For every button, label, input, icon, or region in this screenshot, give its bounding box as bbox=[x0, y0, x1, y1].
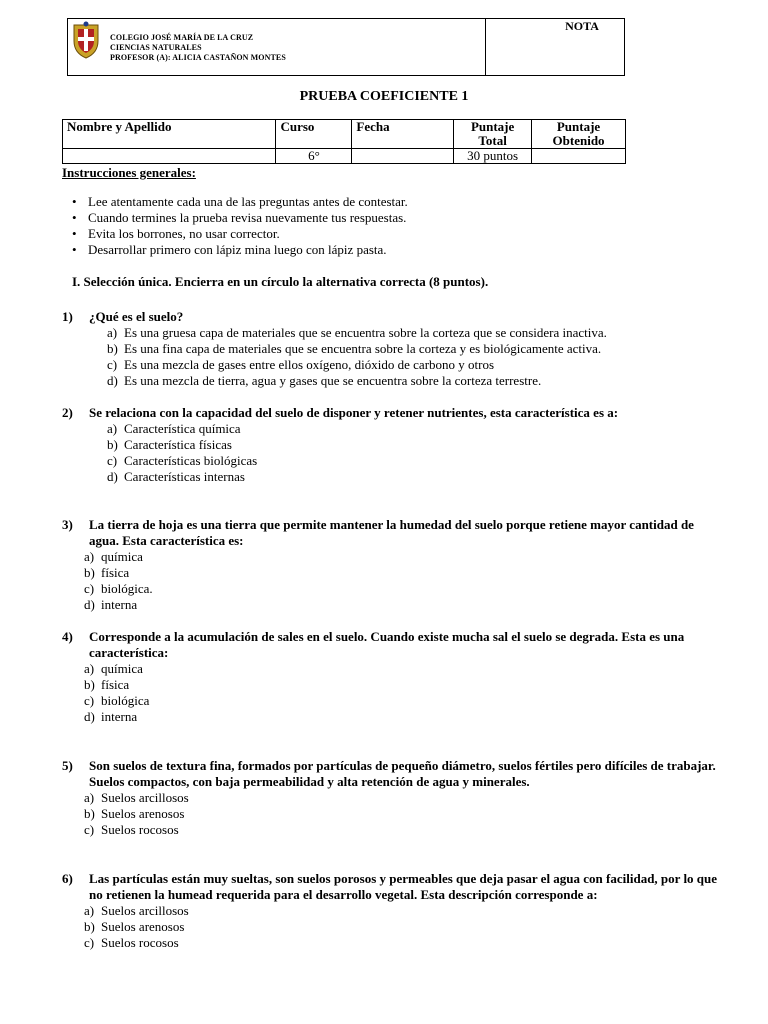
option-a[interactable] bbox=[84, 790, 722, 806]
option-text: física bbox=[101, 677, 130, 692]
option-b[interactable] bbox=[107, 437, 722, 453]
option-d[interactable] bbox=[107, 469, 722, 485]
option-text: Es una mezcla de tierra, agua y gases que se encuentra sobre la corteza terrestre. bbox=[124, 373, 542, 388]
option-b[interactable] bbox=[84, 919, 722, 935]
option-letter: c) bbox=[84, 935, 95, 950]
option-letter: d) bbox=[107, 373, 118, 388]
table-header-row bbox=[63, 120, 626, 149]
school-name: COLEGIO JOSÉ MARÍA DE LA CRUZ bbox=[110, 33, 254, 42]
option-letter: a) bbox=[107, 421, 118, 436]
option-letter: c) bbox=[107, 453, 118, 468]
header-nombre: Nombre y Apellido bbox=[63, 120, 276, 149]
option-letter: d) bbox=[84, 709, 95, 724]
option-text: Característica química bbox=[124, 421, 241, 436]
option-text: interna bbox=[101, 709, 138, 724]
option-letter: a) bbox=[84, 549, 95, 564]
question-stem: Son suelos de textura fina, formados por partículas de pequeño diámetro, suelos fértiles pero difíciles de trabajar. Suelos compactos, con baja permeabilidad y alta retención de agua y minerales. bbox=[89, 758, 716, 789]
option-letter: a) bbox=[107, 325, 118, 340]
option-letter: c) bbox=[107, 357, 118, 372]
option-letter: b) bbox=[107, 437, 118, 452]
header-fecha: Fecha bbox=[352, 120, 454, 149]
instructions-list bbox=[72, 194, 408, 258]
option-b[interactable] bbox=[107, 341, 722, 357]
option-text: Características biológicas bbox=[124, 453, 258, 468]
question-stem: La tierra de hoja es una tierra que permite mantener la humedad del suelo porque retiene mayor cantidad de agua. Esta característica es: bbox=[89, 517, 694, 548]
option-text: Es una fina capa de materiales que se encuentra sobre la corteza y es biológicamente activa. bbox=[124, 341, 602, 356]
option-letter: c) bbox=[84, 693, 95, 708]
curso-value: 6° bbox=[276, 149, 352, 164]
question-number: 5) bbox=[62, 758, 73, 773]
option-a[interactable] bbox=[84, 903, 722, 919]
option-letter: a) bbox=[84, 661, 95, 676]
option-letter: b) bbox=[107, 341, 118, 356]
question-4 bbox=[62, 629, 722, 725]
header-puntaje-total: Puntaje Total bbox=[454, 120, 532, 149]
option-letter: c) bbox=[84, 822, 95, 837]
school-crest-icon bbox=[71, 21, 101, 59]
options-list bbox=[84, 903, 722, 951]
option-letter: c) bbox=[84, 581, 95, 596]
option-letter: b) bbox=[84, 677, 95, 692]
option-b[interactable] bbox=[84, 806, 722, 822]
option-text: Suelos arenosos bbox=[101, 919, 185, 934]
option-text: Suelos arcillosos bbox=[101, 790, 189, 805]
option-text: Características internas bbox=[124, 469, 245, 484]
option-c[interactable] bbox=[84, 822, 722, 838]
options-list bbox=[107, 421, 722, 485]
nombre-field[interactable] bbox=[63, 149, 276, 164]
option-text: Es una gruesa capa de materiales que se encuentra sobre la corteza que se considera inactiva. bbox=[124, 325, 607, 340]
options-list bbox=[84, 790, 722, 838]
header-box bbox=[67, 18, 625, 76]
student-info-table bbox=[62, 119, 626, 164]
puntaje-obtenido-field[interactable] bbox=[532, 149, 626, 164]
table-value-row bbox=[63, 149, 626, 164]
question-stem: Las partículas están muy sueltas, son suelos porosos y permeables que deja pasar el agua con facilidad, por lo que no retienen la humead requerida para el desarrollo vegetal. Esta descripción corresponde a: bbox=[89, 871, 718, 902]
option-a[interactable] bbox=[107, 325, 722, 341]
option-b[interactable] bbox=[84, 565, 722, 581]
option-c[interactable] bbox=[84, 693, 722, 709]
option-text: biológica bbox=[101, 693, 150, 708]
header-divider bbox=[485, 19, 486, 75]
option-text: interna bbox=[101, 597, 138, 612]
option-text: Es una mezcla de gases entre ellos oxígeno, dióxido de carbono y otros bbox=[124, 357, 495, 372]
question-stem: Corresponde a la acumulación de sales en el suelo. Cuando existe mucha sal el suelo se degrada. Esta es una característica: bbox=[89, 629, 685, 660]
option-d[interactable] bbox=[84, 709, 722, 725]
school-info bbox=[110, 33, 286, 63]
question-number: 3) bbox=[62, 517, 73, 532]
options-list bbox=[84, 549, 722, 613]
teacher-name: PROFESOR (A): ALICIA CASTAÑON MONTES bbox=[110, 53, 286, 62]
option-letter: b) bbox=[84, 565, 95, 580]
question-number: 4) bbox=[62, 629, 73, 644]
option-c[interactable] bbox=[107, 357, 722, 373]
option-a[interactable] bbox=[84, 661, 722, 677]
question-stem: ¿Qué es el suelo? bbox=[89, 309, 184, 324]
question-2 bbox=[62, 405, 722, 485]
puntaje-total-value: 30 puntos bbox=[454, 149, 532, 164]
fecha-field[interactable] bbox=[352, 149, 454, 164]
question-5 bbox=[62, 758, 722, 838]
option-a[interactable] bbox=[107, 421, 722, 437]
option-letter: b) bbox=[84, 806, 95, 821]
option-text: química bbox=[101, 549, 143, 564]
header-curso: Curso bbox=[276, 120, 352, 149]
nota-label: NOTA bbox=[565, 19, 599, 33]
option-text: Característica físicas bbox=[124, 437, 232, 452]
option-text: Suelos rocosos bbox=[101, 822, 179, 837]
header-puntaje-obtenido: Puntaje Obtenido bbox=[532, 120, 626, 149]
instruction-item: • Evita los borrones, no usar corrector. bbox=[72, 226, 408, 242]
option-text: Suelos arcillosos bbox=[101, 903, 189, 918]
option-d[interactable] bbox=[107, 373, 722, 389]
instruction-item: • Cuando termines la prueba revisa nuevamente tus respuestas. bbox=[72, 210, 408, 226]
question-stem: Se relaciona con la capacidad del suelo de disponer y retener nutrientes, esta característica es a: bbox=[89, 405, 619, 420]
question-number: 6) bbox=[62, 871, 73, 886]
question-number: 1) bbox=[62, 309, 73, 324]
option-a[interactable] bbox=[84, 549, 722, 565]
option-text: física bbox=[101, 565, 130, 580]
options-list bbox=[107, 325, 722, 389]
options-list bbox=[84, 661, 722, 725]
question-number: 2) bbox=[62, 405, 73, 420]
option-c[interactable] bbox=[84, 581, 722, 597]
option-letter: a) bbox=[84, 790, 95, 805]
option-d[interactable] bbox=[84, 597, 722, 613]
option-text: Suelos arenosos bbox=[101, 806, 185, 821]
option-b[interactable] bbox=[84, 677, 722, 693]
instruction-item: • Desarrollar primero con lápiz mina luego con lápiz pasta. bbox=[72, 242, 408, 258]
subject-name: CIENCIAS NATURALES bbox=[110, 43, 202, 52]
option-text: biológica. bbox=[101, 581, 153, 596]
option-text: Suelos rocosos bbox=[101, 935, 179, 950]
section-heading: I. Selección única. Encierra en un círculo la alternativa correcta (8 puntos). bbox=[72, 274, 489, 289]
option-letter: d) bbox=[107, 469, 118, 484]
question-3 bbox=[62, 517, 722, 613]
page-title: PRUEBA COEFICIENTE 1 bbox=[299, 89, 469, 104]
option-c[interactable] bbox=[84, 935, 722, 951]
option-letter: a) bbox=[84, 903, 95, 918]
question-1 bbox=[62, 309, 722, 389]
option-letter: d) bbox=[84, 597, 95, 612]
option-text: química bbox=[101, 661, 143, 676]
question-6 bbox=[62, 871, 722, 951]
option-c[interactable] bbox=[107, 453, 722, 469]
option-letter: b) bbox=[84, 919, 95, 934]
instruction-item: • Lee atentamente cada una de las preguntas antes de contestar. bbox=[72, 194, 408, 210]
instructions-title: Instrucciones generales: bbox=[62, 165, 196, 180]
